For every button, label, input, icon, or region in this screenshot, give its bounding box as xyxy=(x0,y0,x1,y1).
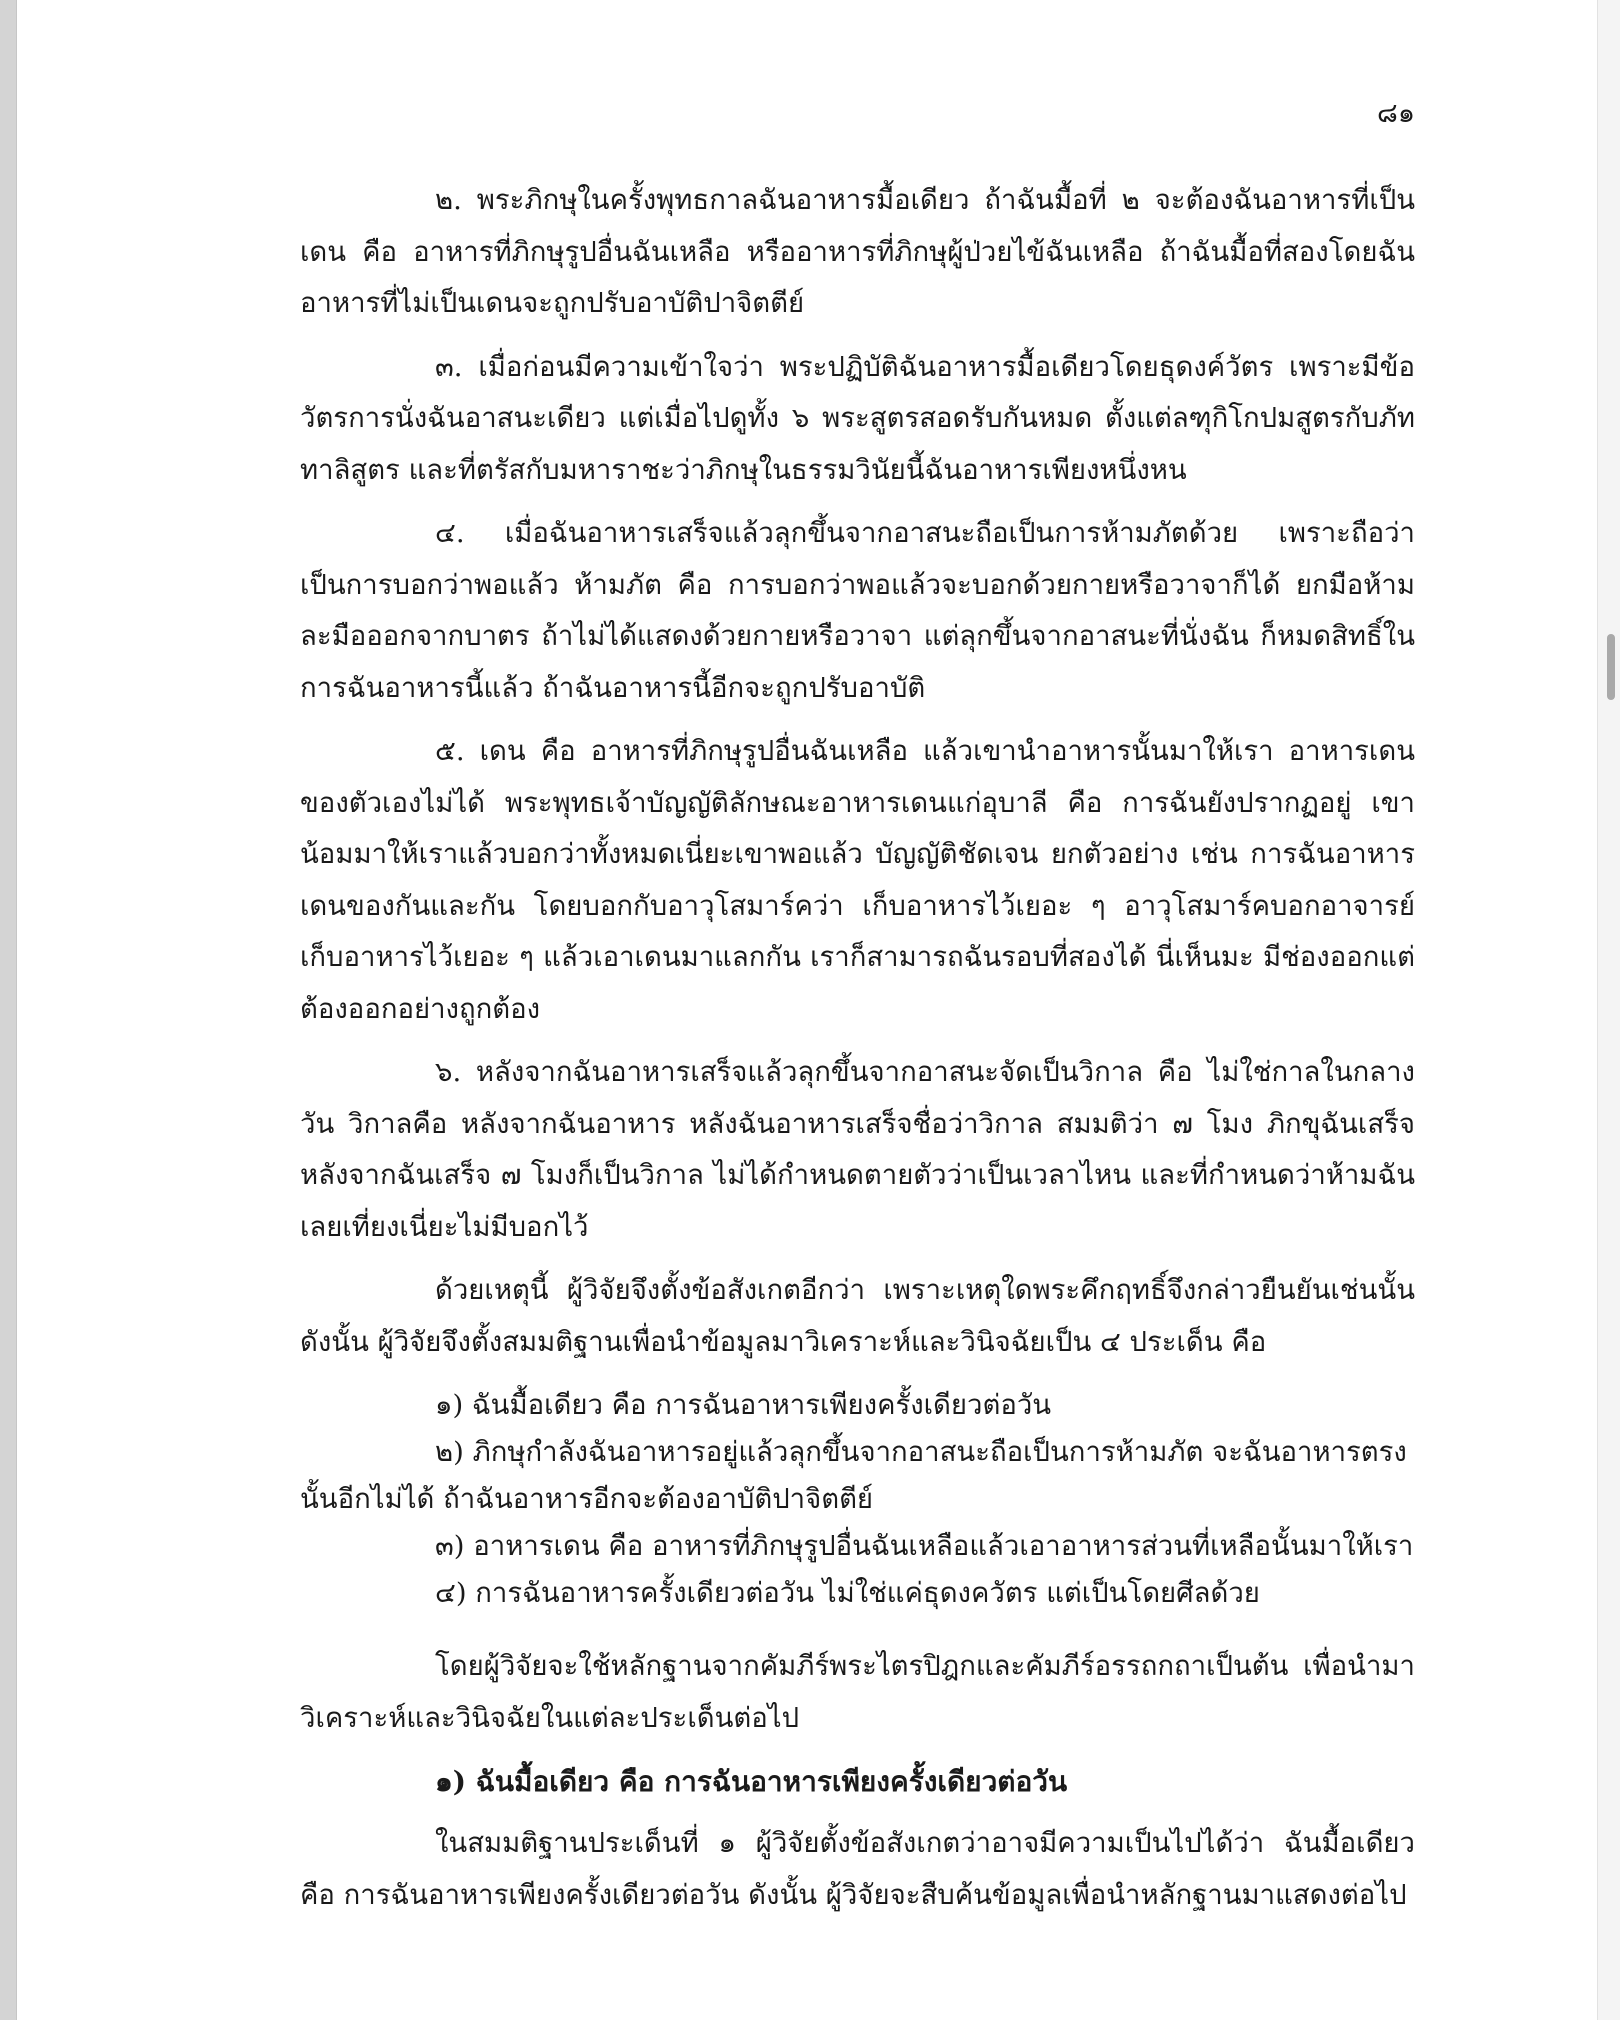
hypothesis-item-3: ๓) อาหารเดน คือ อาหารที่ภิกษุรูปอื่นฉันเหลือแล้วเอาอาหารส่วนที่เหลือนั้นมาให้เรา xyxy=(435,1530,1414,1562)
viewer-scrollbar-track[interactable] xyxy=(1597,0,1620,2020)
paragraph-section-intro: ในสมมติฐานประเด็นที่ ๑ ผู้วิจัยตั้งข้อสังเกตว่าอาจมีความเป็นไปได้ว่า ฉันมื้อเดียว คือ การฉันอาหารเพียงครั้งเดียวต่อวัน ดังนั้น ผู้วิจัยจะสืบค้นข้อมูลเพื่อนำหลักฐานมาแสดงต่อไป xyxy=(300,1827,1415,1911)
paragraph-point-6: ๖. หลังจากฉันอาหารเสร็จแล้วลุกขึ้นจากอาสนะจัดเป็นวิกาล คือ ไม่ใช่กาลในกลางวัน วิกาลคือ หลังจากฉันอาหาร หลังฉันอาหารเสร็จชื่อว่าวิกาล สมมติว่า ๗ โมง ภิกขุฉันเสร็จ หลังจากฉันเสร็จ ๗ โมงก็เป็นวิกาล ไม่ได้กำหนดตายตัวว่าเป็นเวลาไหน และที่กำหนดว่าห้ามฉันเลยเที่ยงเนี่ยะไม่มีบอกไว้ xyxy=(300,1056,1415,1243)
paragraph-point-3: ๓. เมื่อก่อนมีความเข้าใจว่า พระปฏิบัติฉันอาหารมื้อเดียวโดยธุดงค์วัตร เพราะมีข้อวัตรการนั่งฉันอาสนะเดียว แต่เมื่อไปดูทั้ง ๖ พระสูตรสอดรับกันหมด ตั้งแต่ลฑุกิโกปมสูตรกับภัททาลิสูตร และที่ตรัสกับมหาราชะว่าภิกษุในธรรมวินัยนี้ฉันอาหารเพียงหนึ่งหน xyxy=(300,350,1415,486)
paragraph-method: โดยผู้วิจัยจะใช้หลักฐานจากคัมภีร์พระไตรปิฎกและคัมภีร์อรรถกถาเป็นต้น เพื่อนำมาวิเคราะห์และวินิจฉัยในแต่ละประเด็นต่อไป xyxy=(300,1650,1415,1734)
hypothesis-item-1: ๑) ฉันมื้อเดียว คือ การฉันอาหารเพียงครั้งเดียวต่อวัน xyxy=(435,1389,1052,1421)
paragraph-hypothesis-intro: ด้วยเหตุนี้ ผู้วิจัยจึงตั้งข้อสังเกตอีกว่า เพราะเหตุใดพระคึกฤทธิ์จึงกล่าวยืนยันเช่นนั้น ดังนั้น ผู้วิจัยจึงตั้งสมมติฐานเพื่อนำข้อมูลมาวิเคราะห์และวินิจฉัยเป็น ๔ ประเด็น คือ xyxy=(300,1274,1415,1358)
paragraph-point-4: ๔. เมื่อฉันอาหารเสร็จแล้วลุกขึ้นจากอาสนะถือเป็นการห้ามภัตด้วย เพราะถือว่าเป็นการบอกว่าพอแล้ว ห้ามภัต คือ การบอกว่าพอแล้วจะบอกด้วยกายหรือวาจาก็ได้ ยกมือห้าม ละมือออกจากบาตร ถ้าไม่ได้แสดงด้วยกายหรือวาจา แต่ลุกขึ้นจากอาสนะที่นั่งฉัน ก็หมดสิทธิ์ในการฉันอาหารนี้แล้ว ถ้าฉันอาหารนี้อีกจะถูกปรับอาบัติ xyxy=(300,517,1415,704)
paragraph-point-2: ๒. พระภิกษุในครั้งพุทธกาลฉันอาหารมื้อเดียว ถ้าฉันมื้อที่ ๒ จะต้องฉันอาหารที่เป็นเดน คือ อาหารที่ภิกษุรูปอื่นฉันเหลือ หรืออาหารที่ภิกษุผู้ป่วยไข้ฉันเหลือ ถ้าฉันมื้อที่สองโดยฉันอาหารที่ไม่เป็นเดนจะถูกปรับอาบัติปาจิตตีย์ xyxy=(300,184,1415,319)
page-body xyxy=(300,175,1415,1933)
hypothesis-item-4: ๔) การฉันอาหารครั้งเดียวต่อวัน ไม่ใช่แค่ธุดงควัตร แต่เป็นโดยศีลด้วย xyxy=(435,1577,1260,1609)
scrollbar-thumb[interactable] xyxy=(1607,634,1615,700)
hypothesis-item-2: ๒) ภิกษุกำลังฉันอาหารอยู่แล้วลุกขึ้นจากอาสนะถือเป็นการห้ามภัต จะฉันอาหารตรงนั้นอีกไม่ได้ ถ้าฉันอาหารอีกจะต้องอาบัติปาจิตตีย์ xyxy=(300,1436,1407,1515)
hypothesis-list xyxy=(300,1382,1415,1617)
page-number: ๘๑ xyxy=(1377,98,1415,129)
section-heading: ๑) ฉันมื้อเดียว คือ การฉันอาหารเพียงครั้งเดียวต่อวัน xyxy=(435,1765,1068,1798)
viewer-left-edge xyxy=(0,0,17,2020)
paragraph-point-5: ๕. เดน คือ อาหารที่ภิกษุรูปอื่นฉันเหลือ แล้วเขานำอาหารนั้นมาให้เรา อาหารเดนของตัวเองไม่ได้ พระพุทธเจ้าบัญญัติลักษณะอาหารเดนแก่อุบาลี คือ การฉันยังปรากฏอยู่ เขาน้อมมาให้เราแล้วบอกว่าทั้งหมดเนี่ยะเขาพอแล้ว บัญญัติชัดเจน ยกตัวอย่าง เช่น การฉันอาหารเดนของกันและกัน โดยบอกกับอาวุโสมาร์คว่า เก็บอาหารไว้เยอะ ๆ อาวุโสมาร์คบอกอาจารย์ เก็บอาหารไว้เยอะ ๆ แล้วเอาเดนมาแลกกัน เราก็สามารถฉันรอบที่สองได้ นี่เห็นมะ มีช่องออกแต่ต้องออกอย่างถูกต้อง xyxy=(300,735,1415,1025)
